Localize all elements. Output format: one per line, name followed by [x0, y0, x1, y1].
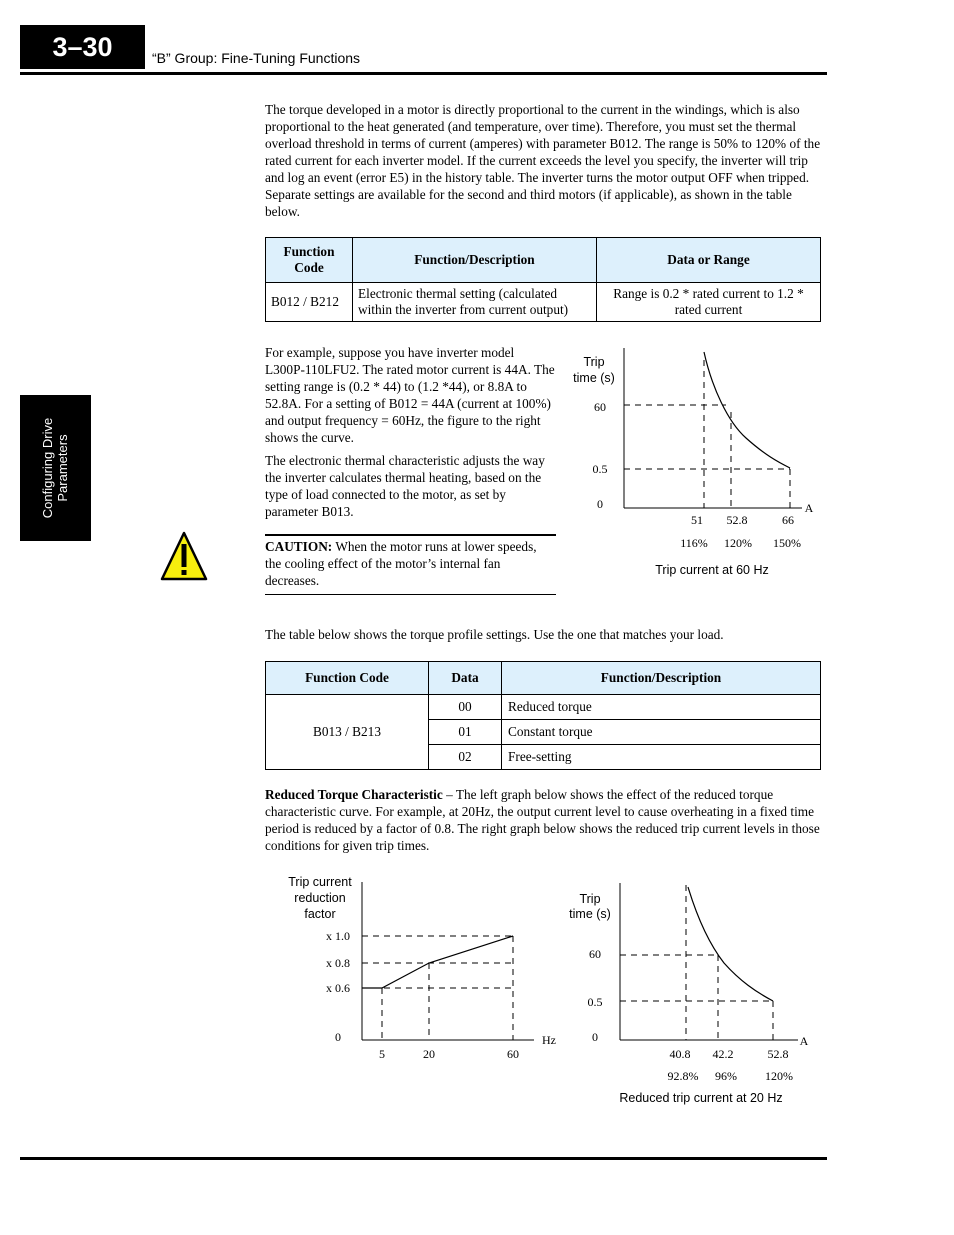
table2-cell-desc: Constant torque: [502, 720, 821, 745]
reduced-torque-text: – The left graph below shows the effect of the reduced torque characteristic curve. For example, at 20Hz, the output current level to cause overheating in a fixed time period is reduced by a factor of 0.8. The right graph below shows the reduced trip current levels in those conditions for given trip times.: [265, 787, 820, 853]
chart3-ylabel-line1: Trip: [579, 892, 601, 906]
chart2-ytick-0: 0: [335, 1030, 341, 1044]
chart1-pct-150: 150%: [773, 536, 801, 550]
chart2-xtick-20: 20: [423, 1047, 435, 1061]
table-row: [266, 695, 821, 720]
reduced-torque-paragraph: [265, 786, 821, 854]
table1-cell-desc: Electronic thermal setting (calculated within the inverter from current output): [353, 283, 597, 322]
caution-text: When the motor runs at lower speeds, the cooling effect of the motor’s internal fan decreases.: [265, 539, 537, 588]
example-paragraph: For example, suppose you have inverter model L300P-110LFU2. The rated motor current is 44A. The setting range is (0.2 * 44) to (1.2 *44), or 8.8A to 52.8A. For a setting of B012 = 44A (current at 100%) and output frequency = 60Hz, the figure to the right shows the curve.: [265, 345, 555, 445]
chart1-pct-116: 116%: [680, 536, 708, 550]
table1-header-range: Data or Range: [597, 238, 821, 283]
chart3-pct-120: 120%: [765, 1069, 793, 1083]
chart2-xtick-60: 60: [507, 1047, 519, 1061]
caution-warning-icon: [160, 530, 208, 582]
header-rule: [20, 72, 827, 75]
chart2-ytick-10: x 1.0: [326, 929, 350, 943]
table2-header-data: Data: [429, 662, 502, 695]
chart1-ytick-60: 60: [594, 400, 606, 414]
chart3-xtick-422: 42.2: [712, 1047, 734, 1061]
chart1-curve: [704, 352, 790, 468]
chart2-ylabel-line1: Trip current: [288, 875, 352, 889]
reduced-torque-label: Reduced Torque Characteristic: [265, 787, 443, 802]
chart3-curve: [688, 887, 773, 1001]
caution-top-rule: [265, 534, 556, 536]
table1-header-desc: Function/Description: [353, 238, 597, 283]
page-number: 3–30: [52, 32, 113, 62]
chart1-ylabel-line1: Trip: [583, 355, 605, 369]
chart1-pct-120: 120%: [724, 536, 752, 550]
footer-rule: [20, 1157, 827, 1160]
table2-cell-data: 02: [429, 745, 502, 770]
chart3-ytick-0: 0: [592, 1030, 598, 1044]
chart3-xlabel: A: [799, 1034, 809, 1048]
chart2-xlabel: Hz: [542, 1033, 556, 1047]
table2-header-desc: Function/Description: [502, 662, 821, 695]
table2-intro: The table below shows the torque profile settings. Use the one that matches your load.: [265, 627, 724, 642]
caution-bottom-rule: [265, 594, 556, 595]
torque-profile-table: [265, 661, 821, 770]
side-tab-label: [20, 395, 91, 541]
table1-cell-range: Range is 0.2 * rated current to 1.2 * rated current: [597, 283, 821, 322]
caution-label: CAUTION:: [265, 539, 333, 554]
thermal-setting-table: [265, 237, 821, 322]
chart1-xtick-51: 51: [691, 513, 703, 527]
chart3-pct-96: 96%: [715, 1069, 737, 1083]
thermal-paragraph: The electronic thermal characteristic adjusts the way the inverter calculates thermal heating, based on the type of load connected to the motor, as set by parameter B013.: [265, 453, 545, 519]
chart3-caption: Reduced trip current at 20 Hz: [619, 1091, 783, 1105]
chart2-ytick-06: x 0.6: [326, 981, 350, 995]
chart2-ylabel-line2: reduction: [294, 891, 346, 905]
trip-time-chart-60hz: [560, 340, 825, 585]
chart1-xlabel: A: [804, 501, 814, 515]
chart2-xtick-5: 5: [379, 1047, 385, 1061]
chart3-ylabel-line2: time (s): [569, 907, 611, 921]
reduced-trip-time-chart-20hz: [560, 875, 825, 1115]
chart3-xtick-528: 52.8: [767, 1047, 789, 1061]
chart2-line: [362, 936, 513, 988]
chart1-ylabel-line2: time (s): [573, 371, 615, 385]
table1-header-code: Function Code: [266, 238, 353, 283]
chart1-ytick-0: 0: [597, 497, 603, 511]
side-tab-line2: Parameters: [55, 434, 71, 502]
table2-cell-desc: Reduced torque: [502, 695, 821, 720]
section-title: “B” Group: Fine-Tuning Functions: [152, 50, 361, 66]
chart1-xtick-528: 52.8: [726, 513, 748, 527]
chart3-xtick-408: 40.8: [669, 1047, 691, 1061]
chart3-pct-928: 92.8%: [667, 1069, 699, 1083]
chart3-ytick-05: 0.5: [587, 995, 603, 1009]
table2-cell-data: 01: [429, 720, 502, 745]
table2-cell-code: B013 / B213: [266, 695, 429, 770]
chart1-ytick-05: 0.5: [592, 462, 608, 476]
chart2-ylabel-line3: factor: [304, 907, 336, 921]
table2-cell-desc: Free-setting: [502, 745, 821, 770]
reduction-factor-chart: [280, 870, 565, 1070]
side-tab-line1: Configuring Drive: [40, 417, 56, 519]
chart1-caption: Trip current at 60 Hz: [655, 563, 769, 577]
table1-cell-code: B012 / B212: [266, 283, 353, 322]
table2-cell-data: 00: [429, 695, 502, 720]
caution-note: [265, 538, 555, 589]
chart2-ytick-08: x 0.8: [326, 956, 350, 970]
table2-header-code: Function Code: [266, 662, 429, 695]
chart1-xtick-66: 66: [782, 513, 794, 527]
intro-paragraph: The torque developed in a motor is directly proportional to the current in the windings, which is also proportional to the heat generated (and temperature, over time). Therefore, you must set the thermal overload threshold in terms of current (amperes) with parameter B012. The range is 50% to 120% of the rated current for each inverter model. If the current exceeds the level you specify, the inverter will trip and log an event (error E5) in the history table. The inverter turns the motor output OFF when tripped. Separate settings are available for the second and third motors (if applicable), as shown in the table below.: [265, 102, 821, 219]
chart3-ytick-60: 60: [589, 947, 601, 961]
